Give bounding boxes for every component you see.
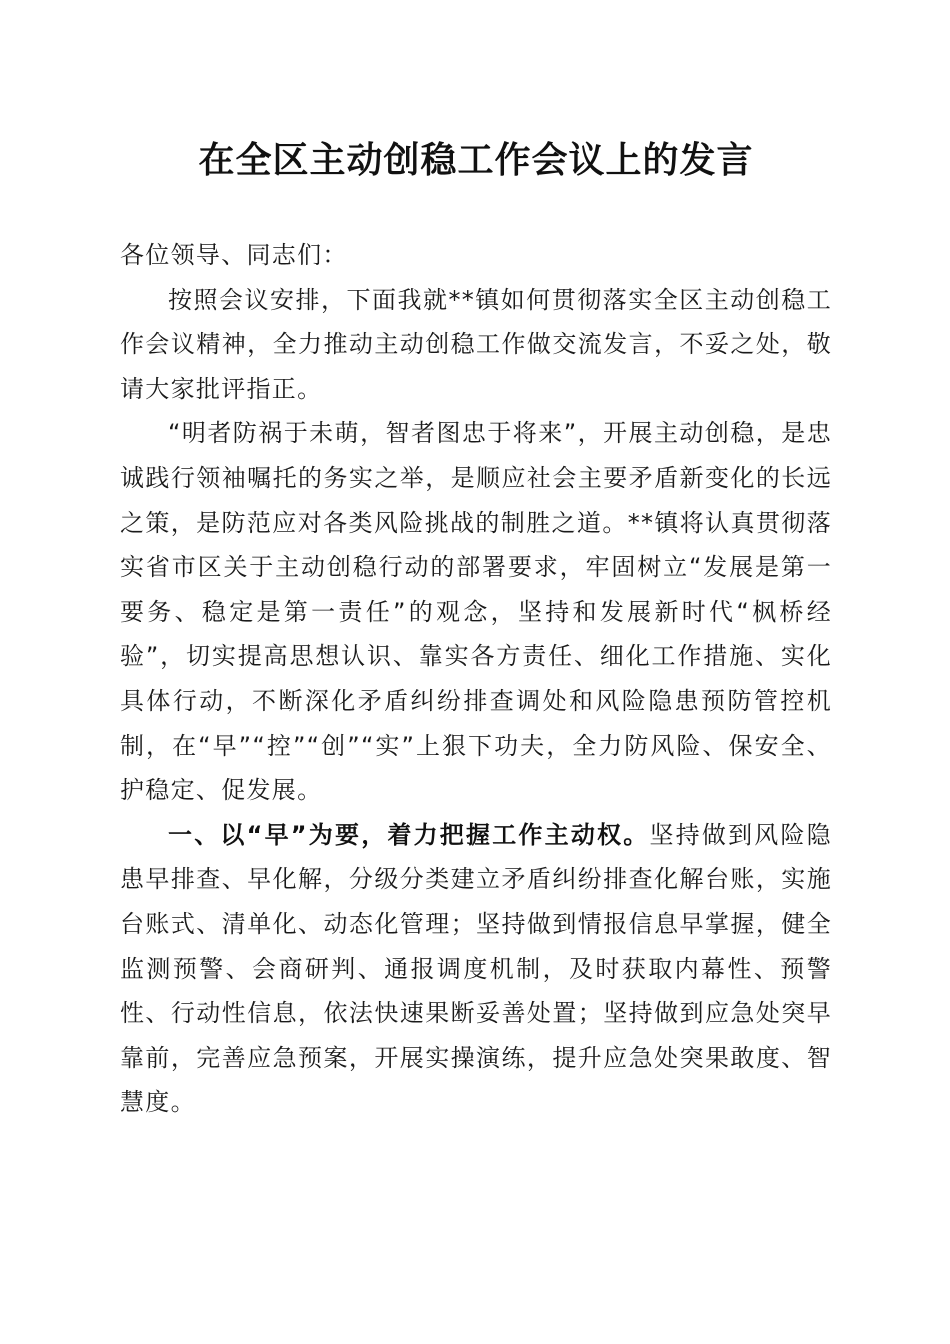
section-one-paragraph [120, 813, 832, 1125]
document-body [120, 233, 832, 1125]
document-page [120, 0, 832, 1344]
salutation: 各位领导、同志们： [120, 241, 348, 269]
paragraph-intro: 按照会议安排，下面我就**镇如何贯彻落实全区主动创稳工作会议精神，全力推动主动创稳工作做交流发言，不妥之处，敬请大家批评指正。 [120, 285, 832, 403]
section-one-heading: 一、以“早”为要，着力把握工作主动权。 [168, 820, 650, 849]
paragraph-overview: “明者防祸于未萌，智者图忠于将来”，开展主动创稳，是忠诚践行领袖嘱托的务实之举，是顺应社会主要矛盾新变化的长远之策，是防范应对各类风险挑战的制胜之道。**镇将认真贯彻落实省市区关于主动创稳行动的部署要求，牢固树立“发展是第一要务、稳定是第一责任”的观念，坚持和发展新时代“枫桥经验”，切实提高思想认识、靠实各方责任、细化工作措施、实化具体行动，不断深化矛盾纠纷排查调处和风险隐患预防管控机制，在“早”“控”“创”“实”上狠下功夫，全力防风险、保安全、护稳定、促发展。 [120, 419, 832, 805]
section-one-body: 坚持做到风险隐患早排查、早化解，分级分类建立矛盾纠纷排查化解台账，实施台账式、清单化、动态化管理；坚持做到情报信息早掌握，健全监测预警、会商研判、通报调度机制，及时获取内幕性、预警性、行动性信息，依法快速果断妥善处置；坚持做到应急处突早靠前，完善应急预案，开展实操演练，提升应急处突果敢度、智慧度。 [120, 820, 832, 1117]
document-title: 在全区主动创稳工作会议上的发言 [198, 139, 754, 181]
